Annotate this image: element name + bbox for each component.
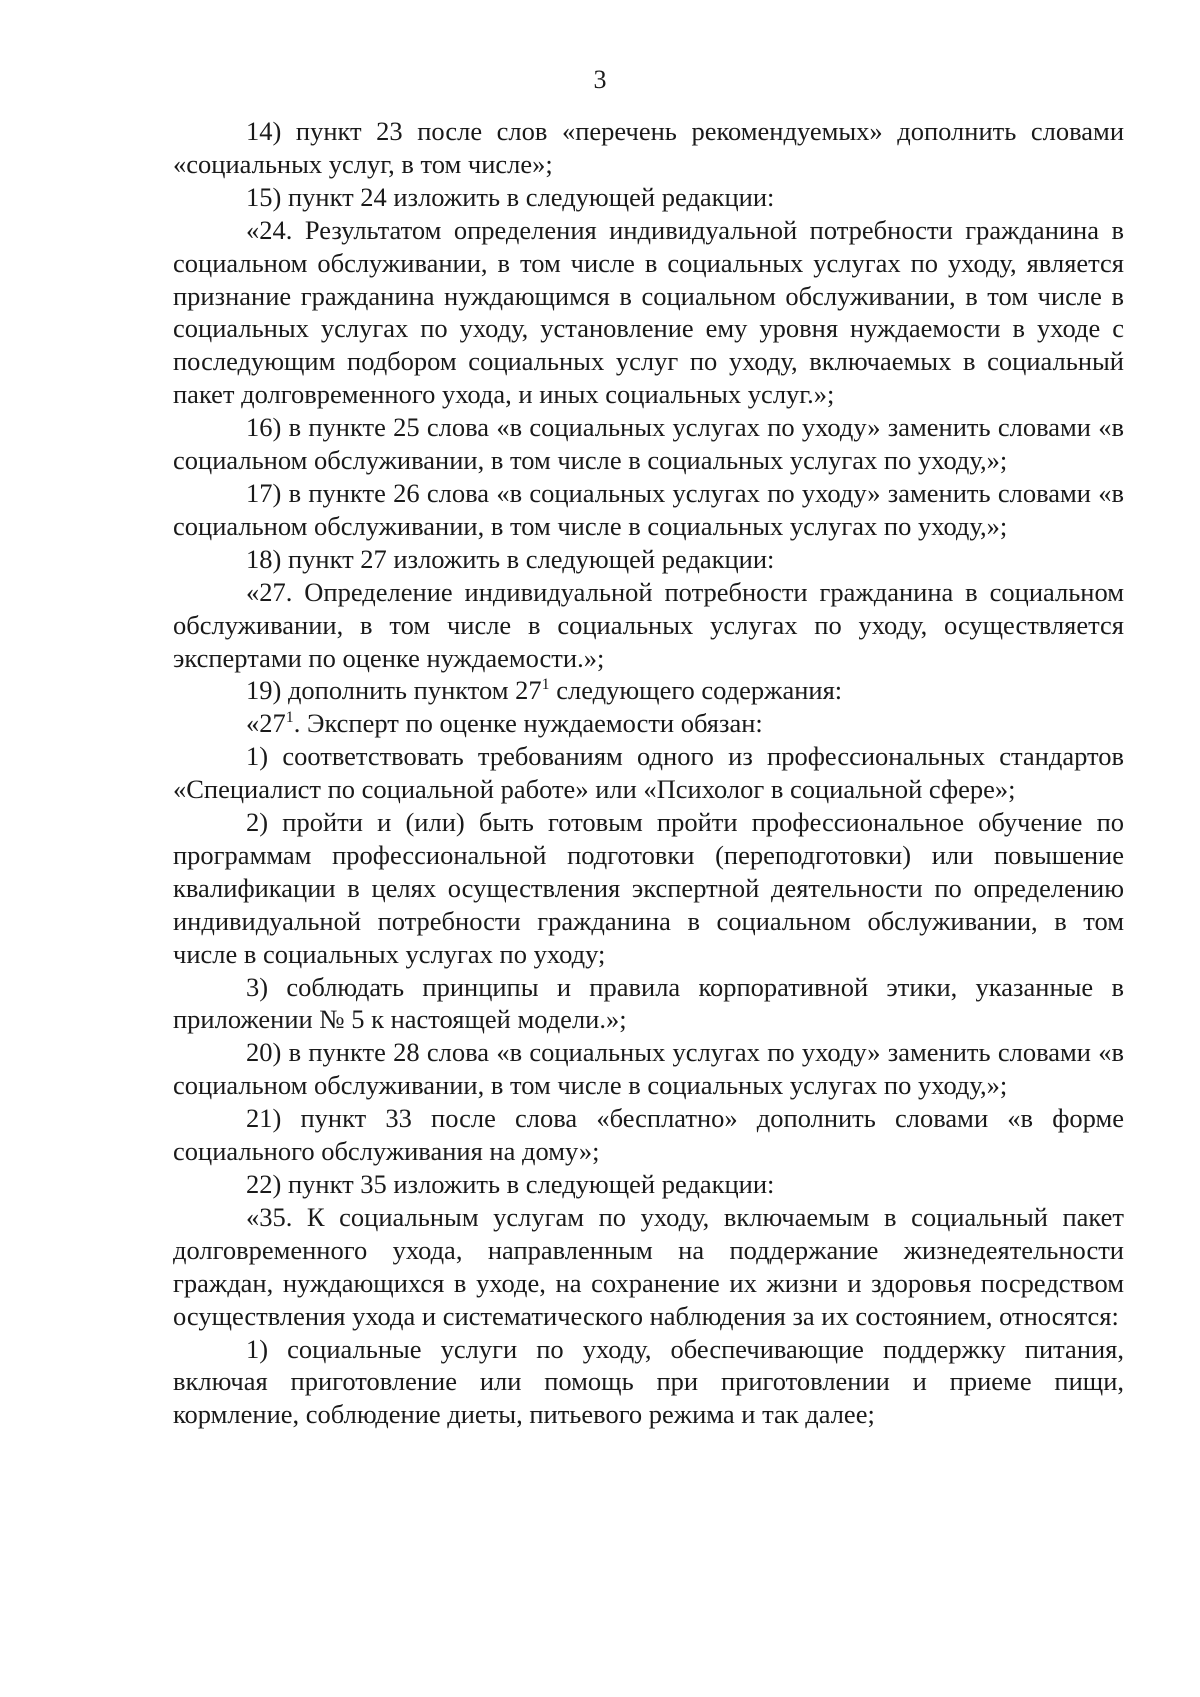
paragraph-point-27-text: «27. Определение индивидуальной потребности гражданина в социальном обслуживании, в том числе в социальных услугах по уходу, осуществляется экспертами по оценке нуждаемости.»; (173, 576, 1124, 673)
superscript-index: 1 (285, 709, 294, 727)
paragraph-item-19 (173, 674, 1124, 707)
paragraph-subitem-3: 3) соблюдать принципы и правила корпоративной этики, указанные в приложении № 5 к настоящей модели.»; (173, 971, 1124, 1035)
point-27-1-title: . Эксперт по оценке нуждаемости обязан: (293, 708, 763, 739)
paragraph-item-21: 21) пункт 33 после слова «бесплатно» дополнить словами «в форме социального обслуживания на дому»; (173, 1103, 1124, 1167)
document-body (173, 115, 1124, 1431)
paragraph-point-27-1-heading (173, 707, 1124, 740)
paragraph-item-18: 18) пункт 27 изложить в следующей редакции: (246, 543, 775, 574)
paragraph-item-19-text: 19) дополнить пунктом 27 (246, 675, 542, 706)
paragraph-item-15: 15) пункт 24 изложить в следующей редакции: (246, 181, 775, 212)
paragraph-item-17: 17) в пункте 26 слова «в социальных услугах по уходу» заменить словами «в социальном обслуживании, в том числе в социальных услугах по уходу,»; (173, 477, 1124, 541)
paragraph-point-35-subitem-1: 1) социальные услуги по уходу, обеспечивающие поддержку питания, включая приготовление или помощь при приготовлении и приеме пищи, кормление, соблюдение диеты, питьевого режима и так далее; (173, 1333, 1124, 1430)
paragraph-subitem-1: 1) соответствовать требованиям одного из профессиональных стандартов «Специалист по социальной работе» или «Психолог в социальной сфере»; (173, 741, 1124, 805)
page-number: 3 (593, 65, 607, 94)
paragraph-item-16: 16) в пункте 25 слова «в социальных услугах по уходу» заменить словами «в социальном обслуживании, в том числе в социальных услугах по уходу,»; (173, 412, 1124, 476)
paragraph-subitem-2: 2) пройти и (или) быть готовым пройти профессиональное обучение по программам профессиональной подготовки (переподготовки) или повышение квалификации в целях осуществления экспертной деятельности по определению индивидуальной потребности гражданина в социальном обслуживании, в том числе в социальных услугах по уходу; (173, 807, 1124, 969)
paragraph-point-35-text: «35. К социальным услугам по уходу, включаемым в социальный пакет долговременного ухода, направленным на поддержание жизнедеятельности граждан, нуждающихся в уходе, на сохранение их жизни и здоровья посредством осуществления ухода и систематического наблюдения за их состоянием, относятся: (173, 1201, 1124, 1331)
superscript-index: 1 (541, 676, 550, 694)
paragraph-item-14: 14) пункт 23 после слов «перечень рекомендуемых» дополнить словами «социальных услуг, в том числе»; (173, 116, 1124, 179)
paragraph-item-22: 22) пункт 35 изложить в следующей редакции: (246, 1169, 775, 1199)
paragraph-item-20: 20) в пункте 28 слова «в социальных услугах по уходу» заменить словами «в социальном обслуживании, в том числе в социальных услугах по уходу,»; (173, 1037, 1124, 1101)
paragraph-point-24-text: «24. Результатом определения индивидуальной потребности гражданина в социальном обслуживании, в том числе в социальных услугах по уходу, является признание гражданина нуждающимся в социальном обслуживании, в том числе в социальных услугах по уходу, установление ему уровня нуждаемости в уходе с последующим подбором социальных услуг по уходу, включаемых в социальный пакет долговременного ухода, и иных социальных услуг.»; (173, 214, 1124, 410)
point-27-1-number: «27 (246, 708, 286, 739)
paragraph-item-19-tail: следующего содержания: (549, 675, 843, 706)
